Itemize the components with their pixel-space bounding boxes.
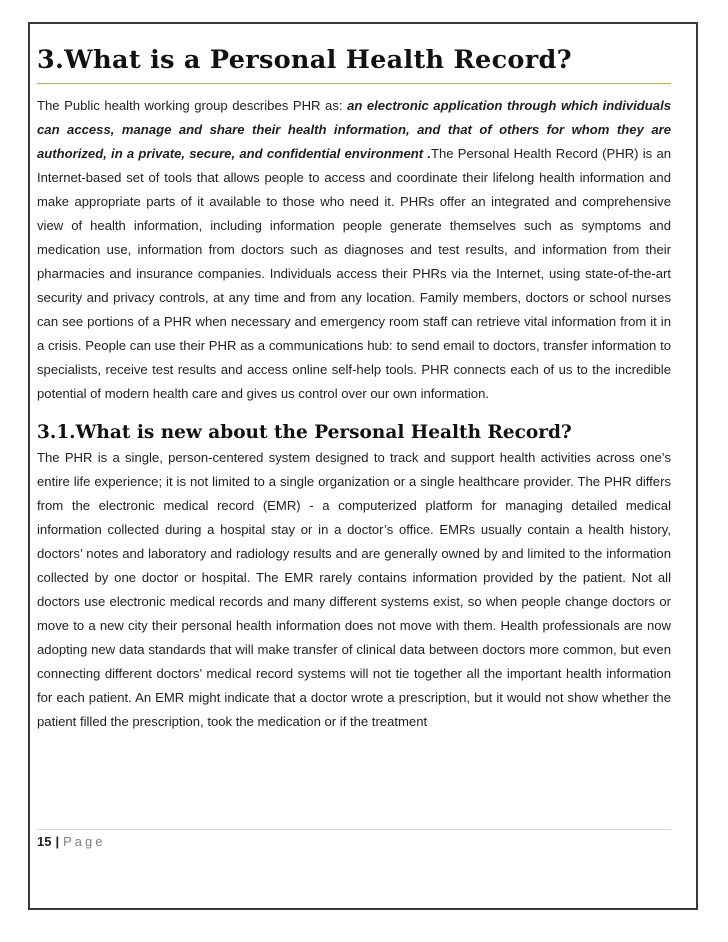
paragraph-phr-new: The PHR is a single, person-centered system designed to track and support health activities across one’s entire life experience; it is not limited to a single organization or a single healthcare provider. The PHR differs from the electronic medical record (EMR) - a computerized platform for managing detailed medical information collected during a hospital stay or in a doctor’s office. EMRs usually contain a health history, doctors’ notes and laboratory and radiology results and are generally owned by and limited to the information collected by one doctor or hospital. The EMR rarely contains information provided by the patient. Not all doctors use electronic medical records and many different systems exist, so when people change doctors or move to a new city their personal health information does not move with them. Health professionals are now adopting new data standards that will make transfer of clinical data between doctors more common, but even connecting different doctors’ medical record systems will not tie together all the important health information for each patient. An EMR might indicate that a doctor wrote a prescription, but it would not show whether the patient filled the prescription, took the medication or if the treatment (37, 450, 671, 729)
page-number: 15 (37, 834, 52, 849)
paragraph-phr-definition (37, 94, 671, 406)
footer-separator: | (55, 834, 60, 849)
footer-rule (37, 829, 671, 830)
document-body (37, 44, 671, 734)
heading-rule (37, 83, 671, 84)
page-footer (37, 833, 105, 851)
page-label: Page (63, 834, 106, 849)
subsection-heading: 3.1.What is new about the Personal Health Record? (37, 422, 572, 443)
definition-emphasis: an electronic application through which individuals can access, manage and share their health information, and that of others for whom they are authorized, in a private, secure, and confidential environment . (37, 98, 671, 161)
paragraph-body: The Personal Health Record (PHR) is an Internet-based set of tools that allows people to access and coordinate their lifelong health information and make appropriate parts of it available to those who need it. PHRs offer an integrated and comprehensive view of health information, including information people generate themselves such as symptoms and medication use, information from doctors such as diagnoses and test results, and information from their pharmacies and insurance companies. Individuals access their PHRs via the Internet, using state-of-the-art security and privacy controls, at any time and from any location. Family members, doctors or school nurses can see portions of a PHR when necessary and emergency room staff can retrieve vital information from it in a crisis. People can use their PHR as a communications hub: to send email to doctors, transfer information to specialists, receive test results and access online self-help tools. PHR connects each of us to the incredible potential of modern health care and gives us control over our own information. (37, 146, 672, 401)
section-heading: 3.What is a Personal Health Record? (37, 45, 572, 75)
intro-text: The Public health working group describes PHR as: (37, 98, 348, 113)
